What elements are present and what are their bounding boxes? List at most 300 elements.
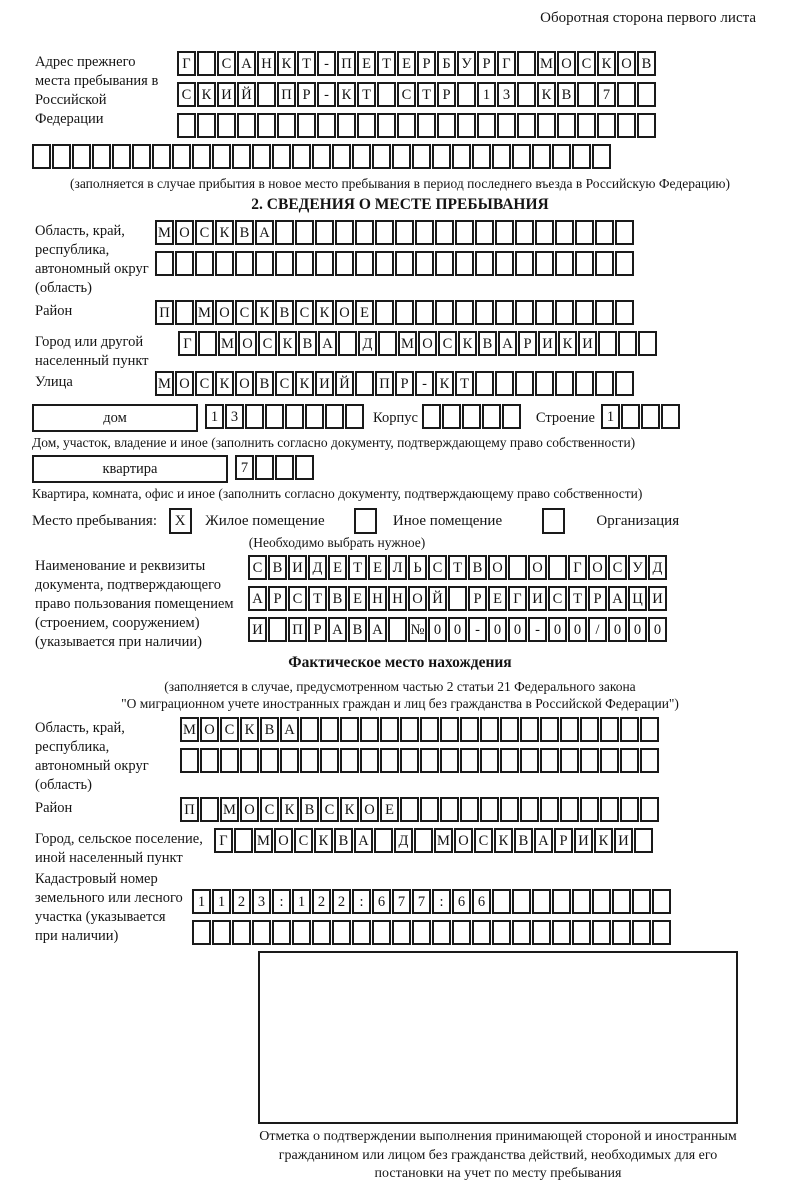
char-cell [555, 220, 574, 245]
char-cell [112, 144, 131, 169]
char-cell: 0 [628, 617, 647, 642]
char-cell [460, 748, 479, 773]
char-cell [320, 748, 339, 773]
char-cell [575, 220, 594, 245]
char-cell: О [454, 828, 473, 853]
char-cell [618, 331, 637, 356]
char-cell: 6 [472, 889, 491, 914]
char-cell: 7 [597, 82, 616, 107]
char-cell [508, 555, 527, 580]
char-cell [460, 717, 479, 742]
char-cell [600, 748, 619, 773]
oblast-label: Область, край, республика, автономный округ (область) [35, 223, 149, 296]
char-cell [420, 717, 439, 742]
char-cell [435, 251, 454, 276]
char-cell [577, 82, 596, 107]
char-cell [414, 828, 433, 853]
char-cell: Р [395, 371, 414, 396]
char-cell: П [375, 371, 394, 396]
char-cell [455, 251, 474, 276]
char-cell: С [288, 586, 307, 611]
char-cell: П [180, 797, 199, 822]
char-cell: А [498, 331, 517, 356]
char-cell: Р [417, 51, 436, 76]
char-cell [595, 220, 614, 245]
rayon-row [155, 300, 768, 328]
char-cell: К [215, 220, 234, 245]
char-cell: Т [448, 555, 467, 580]
char-cell [512, 144, 531, 169]
prev-address-block [32, 51, 768, 144]
dom-row [32, 404, 768, 432]
char-cell: Д [648, 555, 667, 580]
char-cell [235, 251, 254, 276]
char-cell: Р [308, 617, 327, 642]
char-cell: В [557, 82, 576, 107]
prev-address-row-1 [177, 51, 768, 79]
char-cell: П [277, 82, 296, 107]
char-cell [412, 144, 431, 169]
char-cell [260, 748, 279, 773]
char-cell: О [588, 555, 607, 580]
char-cell [632, 889, 651, 914]
char-cell [295, 251, 314, 276]
rayon-label: Район [35, 303, 73, 319]
char-cell [325, 404, 344, 429]
char-cell [555, 371, 574, 396]
char-cell [572, 920, 591, 945]
char-cell [480, 717, 499, 742]
char-cell: К [280, 797, 299, 822]
char-cell: 6 [452, 889, 471, 914]
char-cell [532, 920, 551, 945]
char-cell: В [348, 617, 367, 642]
char-cell: В [328, 586, 347, 611]
char-cell [180, 748, 199, 773]
char-cell [197, 113, 216, 138]
char-cell: Т [377, 51, 396, 76]
char-cell: С [217, 51, 236, 76]
char-cell: М [155, 371, 174, 396]
char-cell [272, 144, 291, 169]
actual-location-note-2: "О миграционном учете иностранных граждан и лиц без гражданства в Российской Федерации") [121, 696, 679, 711]
char-cell: В [275, 300, 294, 325]
char-cell: М [537, 51, 556, 76]
char-cell [265, 404, 284, 429]
prev-address-note: (заполняется в случае прибытия в новое место пребывания в период последнего въезда в Российскую Федерацию) [69, 176, 731, 191]
char-cell [335, 251, 354, 276]
char-cell: / [588, 617, 607, 642]
char-cell: Т [455, 371, 474, 396]
char-cell [315, 220, 334, 245]
char-cell [340, 748, 359, 773]
char-cell [400, 717, 419, 742]
char-cell: - [528, 617, 547, 642]
char-cell [257, 82, 276, 107]
char-cell: В [268, 555, 287, 580]
char-cell [575, 251, 594, 276]
char-cell: А [368, 617, 387, 642]
char-cell: Б [437, 51, 456, 76]
char-cell: 7 [412, 889, 431, 914]
char-cell: № [408, 617, 427, 642]
char-cell [612, 920, 631, 945]
char-cell [640, 797, 659, 822]
char-cell: Р [468, 586, 487, 611]
char-cell [512, 920, 531, 945]
prev-address-label: Адрес прежнего места пребывания в Российской Федерации [35, 54, 159, 127]
char-cell [600, 717, 619, 742]
char-cell: К [295, 371, 314, 396]
char-cell [440, 797, 459, 822]
char-cell: Т [308, 586, 327, 611]
char-cell: П [288, 617, 307, 642]
char-cell [215, 251, 234, 276]
char-cell [517, 113, 536, 138]
char-cell: Л [388, 555, 407, 580]
char-cell [455, 220, 474, 245]
char-cell [632, 920, 651, 945]
char-cell [400, 748, 419, 773]
char-cell [355, 371, 374, 396]
char-cell [532, 889, 551, 914]
char-cell [515, 220, 534, 245]
char-cell [492, 889, 511, 914]
char-cell: : [352, 889, 371, 914]
char-cell [380, 717, 399, 742]
char-cell: - [415, 371, 434, 396]
mesto-prebyvaniya-label: Место пребывания: [32, 512, 157, 529]
char-cell [340, 717, 359, 742]
char-cell [275, 220, 294, 245]
char-cell [448, 586, 467, 611]
dom-note: Дом, участок, владение и иное (заполнить согласно документу, подтверждающему право собственности) [32, 435, 636, 450]
char-cell [192, 144, 211, 169]
char-cell [277, 113, 296, 138]
char-cell: С [258, 331, 277, 356]
prev-address-row-2 [177, 82, 768, 110]
dom-cells [205, 404, 365, 432]
char-cell: А [328, 617, 347, 642]
char-cell: Т [417, 82, 436, 107]
char-cell: Й [428, 586, 447, 611]
char-cell [475, 371, 494, 396]
char-cell: Г [508, 586, 527, 611]
char-cell: Т [348, 555, 367, 580]
char-cell: М [180, 717, 199, 742]
char-cell [637, 82, 656, 107]
char-cell [378, 331, 397, 356]
char-cell: М [398, 331, 417, 356]
char-cell: 0 [508, 617, 527, 642]
char-cell [502, 404, 521, 429]
char-cell: Е [357, 51, 376, 76]
char-cell: Г [177, 51, 196, 76]
char-cell [617, 82, 636, 107]
char-cell: : [272, 889, 291, 914]
char-cell [592, 889, 611, 914]
char-cell [580, 748, 599, 773]
char-cell [615, 371, 634, 396]
char-cell: А [534, 828, 553, 853]
char-cell [355, 251, 374, 276]
char-cell: С [195, 220, 214, 245]
char-cell: Р [588, 586, 607, 611]
oblast-row-1 [155, 220, 768, 248]
char-cell [397, 113, 416, 138]
actual-oblast-block [32, 717, 768, 795]
char-cell [621, 404, 640, 429]
char-cell [275, 251, 294, 276]
char-cell: - [468, 617, 487, 642]
char-cell: В [478, 331, 497, 356]
char-cell [257, 113, 276, 138]
actual-gorod-label: Город, сельское поселение, иной населенный пункт [35, 831, 203, 866]
char-cell: М [254, 828, 273, 853]
char-cell [177, 113, 196, 138]
char-cell [355, 220, 374, 245]
char-cell: К [277, 51, 296, 76]
char-cell [155, 251, 174, 276]
char-cell: 1 [292, 889, 311, 914]
char-cell [255, 251, 274, 276]
confirmation-stamp-box [258, 951, 738, 1124]
char-cell: 1 [601, 404, 620, 429]
char-cell: Д [308, 555, 327, 580]
stroenie-cells [601, 404, 681, 432]
char-cell [555, 251, 574, 276]
char-cell [338, 331, 357, 356]
char-cell [320, 717, 339, 742]
char-cell [388, 617, 407, 642]
char-cell: Е [355, 300, 374, 325]
char-cell [435, 300, 454, 325]
actual-rayon-block [32, 797, 768, 828]
char-cell [400, 797, 419, 822]
char-cell [472, 920, 491, 945]
char-cell: 7 [235, 455, 254, 480]
char-cell [372, 920, 391, 945]
prev-address-row-4 [32, 144, 768, 172]
char-cell: 2 [332, 889, 351, 914]
char-cell [517, 82, 536, 107]
gorod-label: Город или другой населенный пункт [35, 334, 149, 369]
char-cell [480, 748, 499, 773]
char-cell: 0 [648, 617, 667, 642]
char-cell: Е [488, 586, 507, 611]
char-cell: - [317, 82, 336, 107]
inoe-label: Иное помещение [392, 512, 503, 529]
char-cell: Е [380, 797, 399, 822]
char-cell [442, 404, 461, 429]
actual-gorod-block [32, 828, 768, 868]
mesto-prebyvaniya-row [32, 508, 768, 534]
char-cell: В [235, 220, 254, 245]
char-cell [352, 920, 371, 945]
char-cell: К [337, 82, 356, 107]
char-cell [457, 82, 476, 107]
kvartira-type-box: квартира [32, 455, 228, 483]
char-cell [552, 144, 571, 169]
char-cell [275, 455, 294, 480]
char-cell [477, 113, 496, 138]
char-cell [377, 113, 396, 138]
organizatsiya-checkbox [542, 508, 565, 534]
gorod-row [178, 331, 768, 359]
korpus-cells [422, 404, 522, 432]
char-cell [315, 251, 334, 276]
kvartira-note: Квартира, комната, офис и иное (заполнить согласно документу, подтверждающему право собственности) [32, 486, 643, 501]
char-cell: О [175, 371, 194, 396]
actual-oblast-row-1 [180, 717, 768, 745]
char-cell [72, 144, 91, 169]
char-cell [212, 144, 231, 169]
char-cell [437, 113, 456, 138]
char-cell: С [438, 331, 457, 356]
char-cell [317, 113, 336, 138]
char-cell [580, 717, 599, 742]
char-cell: К [240, 717, 259, 742]
char-cell [440, 717, 459, 742]
char-cell [360, 748, 379, 773]
char-cell: К [494, 828, 513, 853]
char-cell [492, 144, 511, 169]
char-cell [652, 920, 671, 945]
char-cell [312, 144, 331, 169]
char-cell [175, 300, 194, 325]
char-cell: А [255, 220, 274, 245]
char-cell: О [408, 586, 427, 611]
char-cell: Ь [408, 555, 427, 580]
char-cell: О [274, 828, 293, 853]
char-cell: А [248, 586, 267, 611]
char-cell [515, 371, 534, 396]
char-cell [280, 748, 299, 773]
char-cell: С [577, 51, 596, 76]
char-cell [240, 748, 259, 773]
char-cell [548, 555, 567, 580]
char-cell: И [574, 828, 593, 853]
ulitsa-block [32, 371, 768, 402]
char-cell [374, 828, 393, 853]
char-cell: К [255, 300, 274, 325]
actual-location-title: Фактическое место нахождения [288, 654, 512, 671]
char-cell [462, 404, 481, 429]
char-cell [220, 748, 239, 773]
char-cell [415, 220, 434, 245]
char-cell [395, 251, 414, 276]
char-cell [634, 828, 653, 853]
char-cell [497, 113, 516, 138]
char-cell [452, 920, 471, 945]
char-cell [592, 920, 611, 945]
char-cell [615, 220, 634, 245]
actual-rayon-label: Район [35, 800, 73, 816]
char-cell [572, 889, 591, 914]
char-cell [492, 920, 511, 945]
char-cell: Е [348, 586, 367, 611]
char-cell: П [337, 51, 356, 76]
char-cell [335, 220, 354, 245]
char-cell [641, 404, 660, 429]
actual-oblast-label: Область, край, республика, автономный округ (область) [35, 720, 149, 793]
kadastr-block [32, 868, 768, 951]
char-cell [615, 251, 634, 276]
char-cell [537, 113, 556, 138]
char-cell: О [418, 331, 437, 356]
char-cell [375, 300, 394, 325]
char-cell: О [175, 220, 194, 245]
char-cell: А [318, 331, 337, 356]
char-cell: Н [388, 586, 407, 611]
char-cell: 0 [448, 617, 467, 642]
char-cell [577, 113, 596, 138]
document-block [32, 555, 768, 652]
char-cell: В [468, 555, 487, 580]
char-cell [197, 51, 216, 76]
char-cell [638, 331, 657, 356]
char-cell [132, 144, 151, 169]
char-cell [557, 113, 576, 138]
char-cell [472, 144, 491, 169]
char-cell: М [220, 797, 239, 822]
mesto-prebyvaniya-note: (Необходимо выбрать нужное) [248, 535, 426, 550]
char-cell: Т [357, 82, 376, 107]
back-side-note: Оборотная сторона первого листа [540, 10, 756, 26]
char-cell: Г [568, 555, 587, 580]
char-cell: - [317, 51, 336, 76]
char-cell: О [215, 300, 234, 325]
kadastr-row-2 [192, 920, 768, 948]
char-cell [555, 300, 574, 325]
char-cell: Т [568, 586, 587, 611]
char-cell: Д [358, 331, 377, 356]
document-row-1 [248, 555, 768, 583]
zhiloe-checkbox: X [169, 508, 192, 534]
actual-gorod-row [214, 828, 768, 856]
char-cell [572, 144, 591, 169]
char-cell: К [314, 828, 333, 853]
document-label: Наименование и реквизиты документа, подтверждающего право пользования помещением (строением, сооружением) (указывается при наличии) [35, 558, 234, 650]
char-cell: 6 [372, 889, 391, 914]
char-cell [535, 300, 554, 325]
char-cell: 1 [205, 404, 224, 429]
char-cell: С [548, 586, 567, 611]
char-cell [432, 144, 451, 169]
char-cell [495, 220, 514, 245]
char-cell [312, 920, 331, 945]
char-cell: В [255, 371, 274, 396]
char-cell [217, 113, 236, 138]
char-cell [300, 717, 319, 742]
char-cell [661, 404, 680, 429]
document-row-3 [248, 617, 768, 645]
char-cell [495, 371, 514, 396]
char-cell [252, 920, 271, 945]
char-cell: С [294, 828, 313, 853]
char-cell [52, 144, 71, 169]
char-cell: О [488, 555, 507, 580]
char-cell: О [528, 555, 547, 580]
char-cell [357, 113, 376, 138]
actual-rayon-row [180, 797, 768, 825]
char-cell: К [315, 300, 334, 325]
char-cell: Е [328, 555, 347, 580]
char-cell: С [248, 555, 267, 580]
char-cell [495, 300, 514, 325]
char-cell: И [248, 617, 267, 642]
char-cell [592, 144, 611, 169]
